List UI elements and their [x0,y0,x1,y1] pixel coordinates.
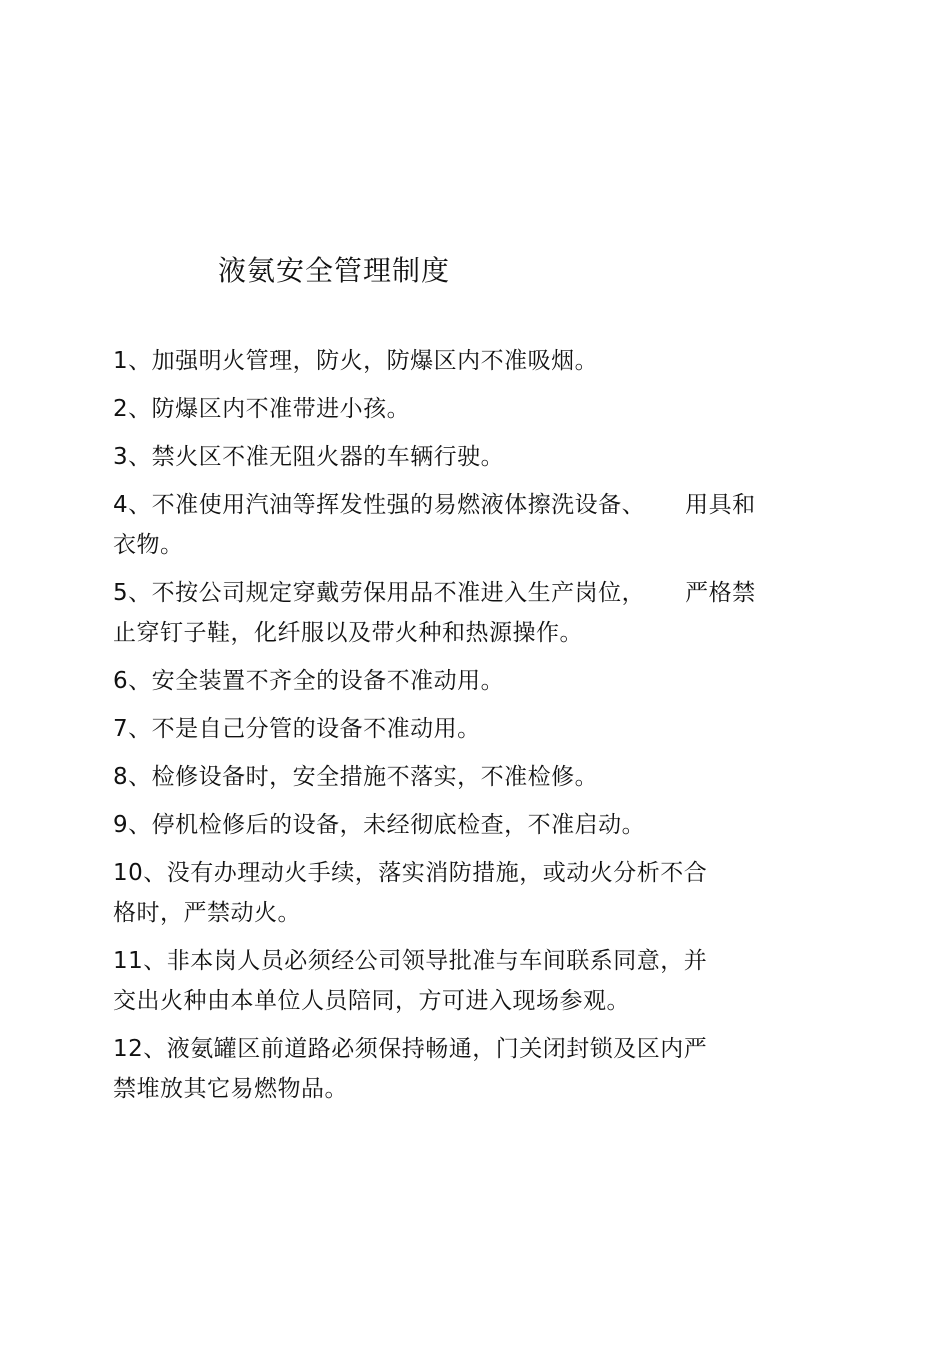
rule-4-line-2: 衣物。 [113,532,184,558]
rule-12-line-2: 禁堆放其它易燃物品。 [113,1076,348,1102]
rule-9-line-1: 9、停机检修后的设备，未经彻底检查，不准启动。 [113,812,646,838]
rule-item-5 [113,573,833,653]
rule-10-line-2: 格时，严禁动火。 [113,900,301,926]
rule-item-7 [113,709,833,749]
rule-3-line-1: 3、禁火区不准无阻火器的车辆行驶。 [113,444,505,470]
rule-5-line-1-tail: 严格禁 [685,580,756,606]
rule-11-line-1: 11、非本岗人员必须经公司领导批准与车间联系同意，并 [113,948,708,974]
rule-item-11 [113,941,833,1021]
document-title: 液氨安全管理制度 [218,254,451,287]
rule-4-line-1 [113,485,833,525]
rule-5-line-1 [113,573,833,613]
rule-item-9 [113,805,833,845]
rule-11-line-2: 交出火种由本单位人员陪同，方可进入现场参观。 [113,988,630,1014]
rule-5-line-1-text: 5、不按公司规定穿戴劳保用品不准进入生产岗位， [113,580,646,606]
rule-item-4 [113,485,833,565]
rule-item-12 [113,1029,833,1109]
rule-4-line-1-tail: 用具和 [685,492,756,518]
rule-2-line-1: 2、防爆区内不准带进小孩。 [113,396,411,422]
rule-10-line-1: 10、没有办理动火手续，落实消防措施，或动火分析不合 [113,860,708,886]
rule-6-line-1: 6、安全装置不齐全的设备不准动用。 [113,668,505,694]
rule-item-2 [113,389,833,429]
rule-8-line-1: 8、检修设备时，安全措施不落实，不准检修。 [113,764,599,790]
rule-12-line-1: 12、液氨罐区前道路必须保持畅通，门关闭封锁及区内严 [113,1036,708,1062]
rule-item-10 [113,853,833,933]
rule-7-line-1: 7、不是自己分管的设备不准动用。 [113,716,481,742]
rule-item-3 [113,437,833,477]
rule-item-6 [113,661,833,701]
rule-4-line-1-text: 4、不准使用汽油等挥发性强的易燃液体擦洗设备、 [113,492,646,518]
rules-list [113,341,833,1117]
rule-5-line-2: 止穿钉子鞋，化纤服以及带火种和热源操作。 [113,620,583,646]
rule-item-8 [113,757,833,797]
rule-item-1 [113,341,833,381]
rule-1-line-1: 1、加强明火管理，防火，防爆区内不准吸烟。 [113,348,599,374]
